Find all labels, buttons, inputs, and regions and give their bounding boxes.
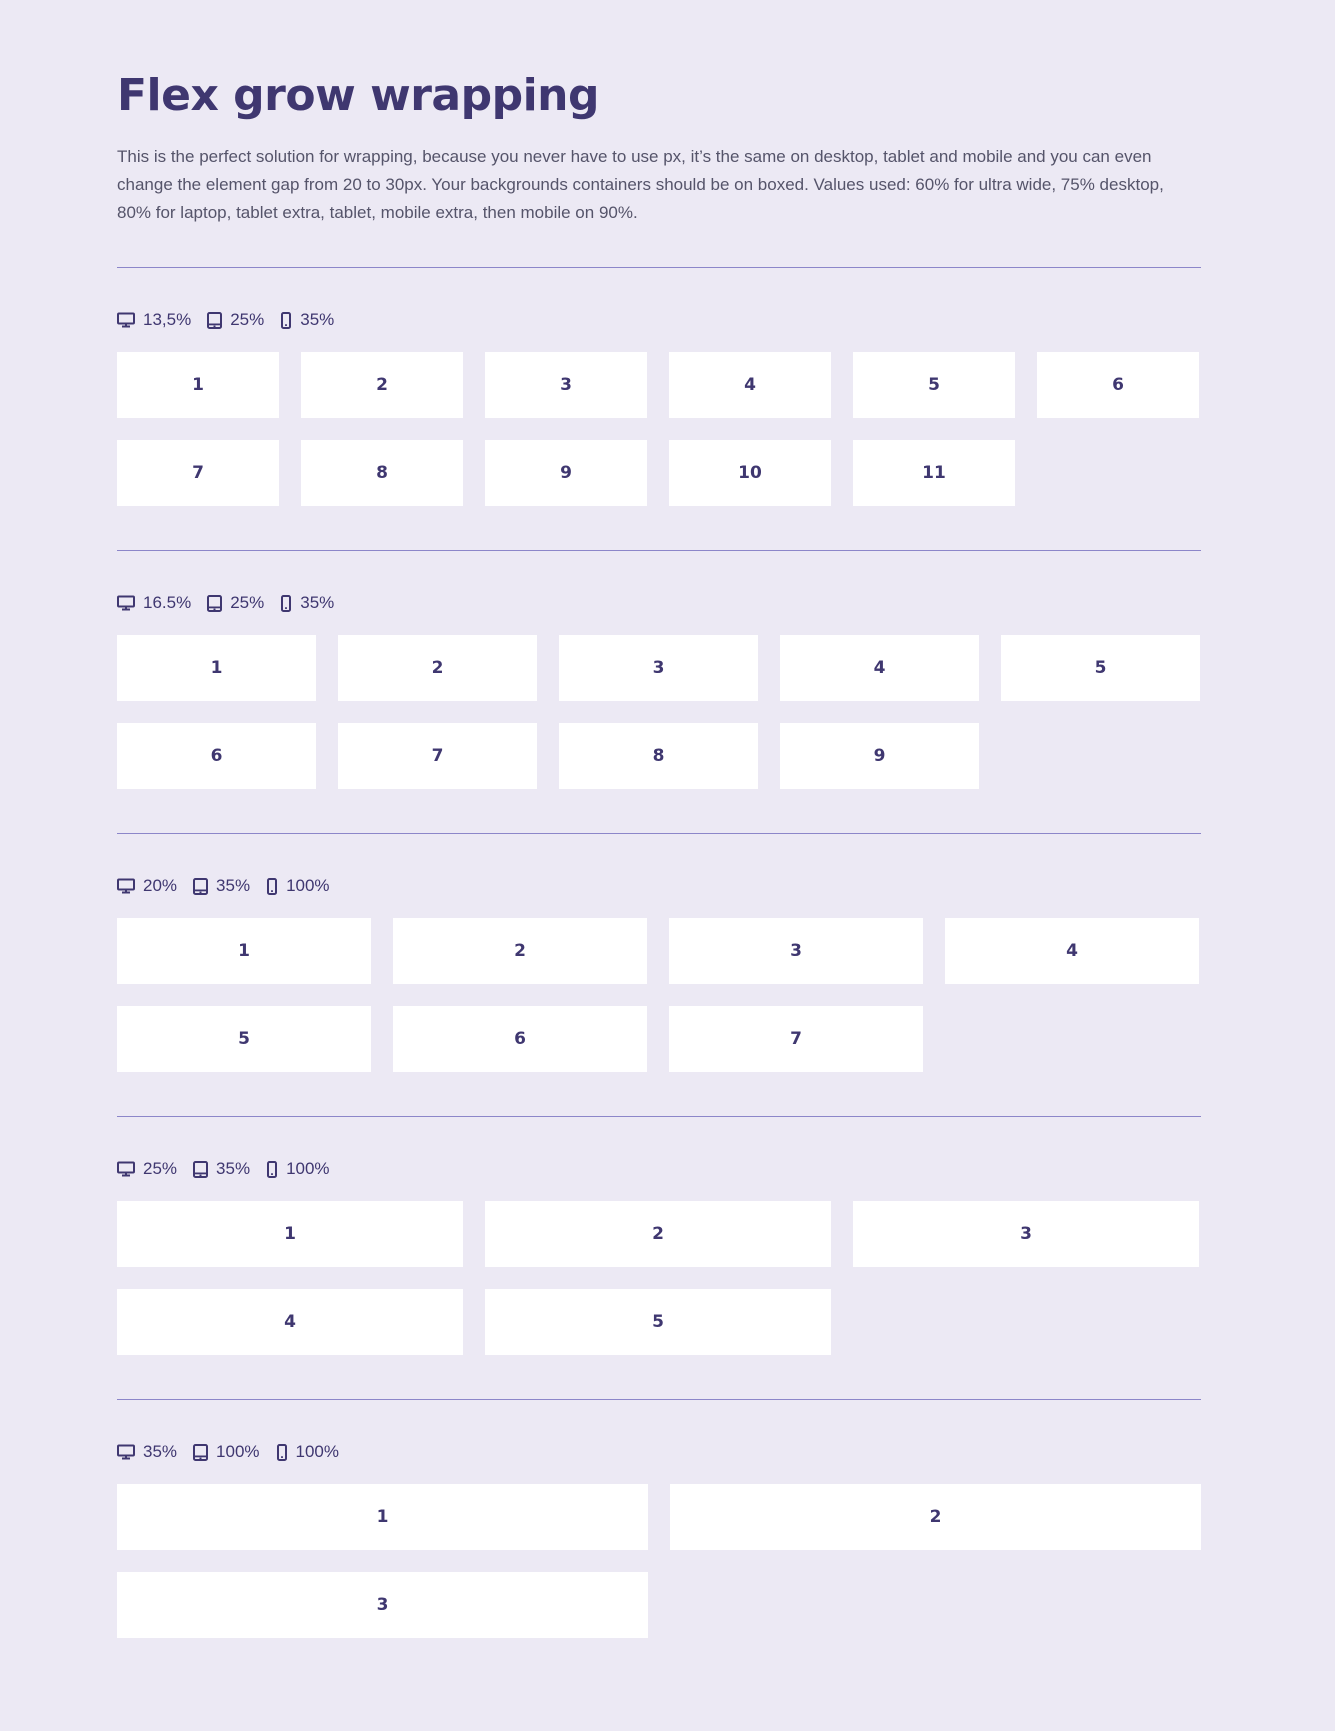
grid-box: 2 bbox=[485, 1201, 831, 1267]
grid-box: 5 bbox=[485, 1289, 831, 1355]
tablet-icon bbox=[207, 312, 222, 329]
grid-box: 6 bbox=[117, 723, 316, 789]
grid-box: 1 bbox=[117, 918, 371, 984]
size-legend bbox=[117, 1442, 355, 1462]
divider bbox=[117, 267, 1201, 268]
tablet-size-value: 25% bbox=[230, 310, 265, 329]
mobile-size bbox=[280, 310, 334, 330]
desktop-icon bbox=[117, 312, 135, 328]
grid-box: 2 bbox=[670, 1484, 1201, 1550]
tablet-size bbox=[207, 593, 264, 613]
mobile-icon bbox=[276, 1444, 288, 1461]
divider bbox=[117, 550, 1201, 551]
box-grid bbox=[117, 635, 1201, 789]
grid-box: 10 bbox=[669, 440, 831, 506]
desktop-icon bbox=[117, 1161, 135, 1177]
mobile-size-value: 100% bbox=[295, 1442, 339, 1461]
tablet-size-value: 100% bbox=[216, 1442, 260, 1461]
grid-box: 4 bbox=[780, 635, 979, 701]
grid-box: 11 bbox=[853, 440, 1015, 506]
page-title: Flex grow wrapping bbox=[117, 70, 600, 121]
box-grid bbox=[117, 1484, 1201, 1638]
grid-box: 3 bbox=[117, 1572, 648, 1638]
mobile-size-value: 100% bbox=[286, 876, 330, 895]
mobile-icon bbox=[280, 595, 292, 612]
grid-box: 6 bbox=[1037, 352, 1199, 418]
tablet-icon bbox=[193, 878, 208, 895]
grid-box: 1 bbox=[117, 352, 279, 418]
grid-box: 4 bbox=[945, 918, 1199, 984]
grid-box: 7 bbox=[338, 723, 537, 789]
box-grid bbox=[117, 918, 1201, 1072]
divider bbox=[117, 1116, 1201, 1117]
desktop-size bbox=[117, 310, 191, 330]
mobile-size-value: 100% bbox=[286, 1159, 330, 1178]
desktop-size-value: 20% bbox=[143, 876, 178, 895]
mobile-size-value: 35% bbox=[300, 310, 335, 329]
desktop-size-value: 25% bbox=[143, 1159, 178, 1178]
mobile-icon bbox=[266, 878, 278, 895]
grid-box: 8 bbox=[301, 440, 463, 506]
box-grid bbox=[117, 352, 1201, 506]
mobile-size-value: 35% bbox=[300, 593, 335, 612]
grid-box: 5 bbox=[853, 352, 1015, 418]
desktop-size bbox=[117, 1442, 177, 1462]
grid-box: 1 bbox=[117, 635, 316, 701]
grid-box: 7 bbox=[117, 440, 279, 506]
tablet-icon bbox=[193, 1161, 208, 1178]
grid-box: 1 bbox=[117, 1484, 648, 1550]
grid-box: 3 bbox=[669, 918, 923, 984]
mobile-size bbox=[266, 1159, 329, 1179]
grid-box: 7 bbox=[669, 1006, 923, 1072]
size-legend bbox=[117, 310, 350, 330]
tablet-size bbox=[193, 876, 250, 896]
grid-box: 9 bbox=[780, 723, 979, 789]
size-legend bbox=[117, 593, 350, 613]
tablet-size bbox=[207, 310, 264, 330]
desktop-icon bbox=[117, 878, 135, 894]
desktop-size bbox=[117, 1159, 177, 1179]
tablet-size bbox=[193, 1442, 259, 1462]
mobile-size bbox=[266, 876, 329, 896]
tablet-icon bbox=[193, 1444, 208, 1461]
grid-box: 1 bbox=[117, 1201, 463, 1267]
grid-box: 5 bbox=[1001, 635, 1200, 701]
tablet-icon bbox=[207, 595, 222, 612]
desktop-size bbox=[117, 593, 191, 613]
grid-box: 2 bbox=[301, 352, 463, 418]
desktop-size-value: 13,5% bbox=[143, 310, 192, 329]
box-grid bbox=[117, 1201, 1201, 1355]
grid-box: 3 bbox=[853, 1201, 1199, 1267]
grid-box: 6 bbox=[393, 1006, 647, 1072]
grid-box: 2 bbox=[338, 635, 537, 701]
divider bbox=[117, 833, 1201, 834]
tablet-size-value: 35% bbox=[216, 876, 251, 895]
divider bbox=[117, 1399, 1201, 1400]
desktop-icon bbox=[117, 1444, 135, 1460]
grid-box: 3 bbox=[559, 635, 758, 701]
desktop-size bbox=[117, 876, 177, 896]
grid-box: 3 bbox=[485, 352, 647, 418]
size-legend bbox=[117, 1159, 346, 1179]
desktop-size-value: 16.5% bbox=[143, 593, 192, 612]
tablet-size-value: 25% bbox=[230, 593, 265, 612]
mobile-icon bbox=[280, 312, 292, 329]
grid-box: 5 bbox=[117, 1006, 371, 1072]
mobile-size bbox=[280, 593, 334, 613]
intro-text: This is the perfect solution for wrapping, because you never have to use px, it’s the same on desktop, tablet and mobile and you can even change the element gap from 20 to 30px. Your backgrounds containers should be on boxed. Values used: 60% for ultra wide, 75% desktop, 80% for laptop, tablet extra, tablet, mobile extra, then mobile on 90%. bbox=[117, 147, 1164, 222]
desktop-size-value: 35% bbox=[143, 1442, 178, 1461]
grid-box: 4 bbox=[117, 1289, 463, 1355]
tablet-size bbox=[193, 1159, 250, 1179]
tablet-size-value: 35% bbox=[216, 1159, 251, 1178]
grid-box: 4 bbox=[669, 352, 831, 418]
mobile-icon bbox=[266, 1161, 278, 1178]
grid-box: 9 bbox=[485, 440, 647, 506]
desktop-icon bbox=[117, 595, 135, 611]
mobile-size bbox=[276, 1442, 339, 1462]
grid-box: 2 bbox=[393, 918, 647, 984]
grid-box: 8 bbox=[559, 723, 758, 789]
size-legend bbox=[117, 876, 346, 896]
